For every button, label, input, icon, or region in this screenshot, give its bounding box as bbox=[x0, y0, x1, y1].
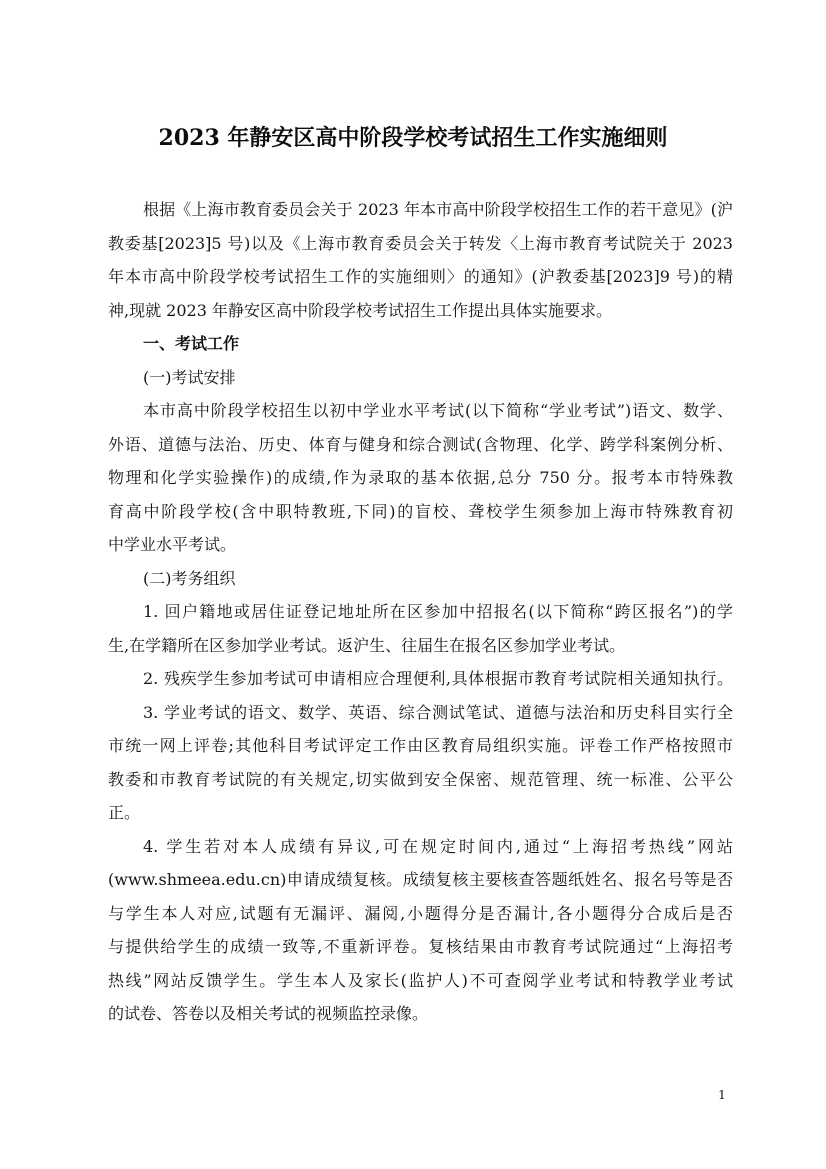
section-heading: (二)考务组织 bbox=[143, 568, 236, 588]
page-number: 1 bbox=[718, 1087, 726, 1102]
paragraph-line: 市统一网上评卷;其他科目考试评定工作由区教育局组织实施。评卷工作严格按照市 bbox=[108, 736, 733, 755]
paragraph-line: 正。 bbox=[108, 803, 141, 822]
section-heading: 一、考试工作 bbox=[143, 334, 240, 353]
section-heading: (一)考试安排 bbox=[143, 367, 236, 387]
paragraph-line: 的试卷、答卷以及相关考试的视频监控录像。 bbox=[108, 1004, 429, 1023]
paragraph-line: 根据《上海市教育委员会关于 2023 年本市高中阶段学校招生工作的若干意见》(沪 bbox=[143, 200, 733, 219]
paragraph-line: 本市高中阶段学校招生以初中学业水平考试(以下简称“学业考试”)语文、数学、 bbox=[143, 401, 733, 420]
paragraph-line: 与学生本人对应,试题有无漏评、漏阅,小题得分是否漏计,各小题得分合成后是否 bbox=[108, 903, 733, 923]
paragraph-line: 物理和化学实验操作)的成绩,作为录取的基本依据,总分 750 分。报考本市特殊教 bbox=[108, 468, 733, 487]
paragraph-line: 与提供给学生的成绩一致等,不重新评卷。复核结果由市教育考试院通过“上海招考 bbox=[108, 937, 733, 956]
document-body bbox=[108, 193, 733, 1031]
paragraph-line: 神,现就 2023 年静安区高中阶段学校考试招生工作提出具体实施要求。 bbox=[108, 300, 612, 320]
paragraph-line: 外语、道德与法治、历史、体育与健身和综合测试(含物理、化学、跨学科案例分析、 bbox=[108, 434, 733, 454]
paragraph-line: 中学业水平考试。 bbox=[108, 535, 237, 554]
paragraph-line: 生,在学籍所在区参加学业考试。返沪生、往届生在报名区参加学业考试。 bbox=[108, 635, 626, 655]
paragraph-line: 教委基[2023]5 号)以及《上海市教育委员会关于转发〈上海市教育考试院关于 2023 bbox=[108, 233, 733, 253]
paragraph-line: 4. 学生若对本人成绩有异议,可在规定时间内,通过“上海招考热线”网站 bbox=[143, 836, 733, 856]
paragraph-line: 教委和市教育考试院的有关规定,切实做到安全保密、规范管理、统一标准、公平公 bbox=[108, 769, 733, 789]
paragraph-line: 3. 学业考试的语文、数学、英语、综合测试笔试、道德与法治和历史科目实行全 bbox=[143, 702, 733, 722]
document-title: 2023 年静安区高中阶段学校考试招生工作实施细则 bbox=[158, 125, 668, 151]
paragraph-line: 热线”网站反馈学生。学生本人及家长(监护人)不可查阅学业考试和特教学业考试 bbox=[108, 970, 733, 990]
paragraph-line: 年本市高中阶段学校考试招生工作的实施细则〉的通知》(沪教委基[2023]9 号)的精 bbox=[108, 267, 733, 286]
paragraph-line: (www.shmeea.edu.cn)申请成绩复核。成绩复核主要核查答题纸姓名、报名号等是否 bbox=[108, 870, 733, 889]
paragraph-line: 1. 回户籍地或居住证登记地址所在区参加中招报名(以下简称“跨区报名”)的学 bbox=[143, 602, 733, 621]
paragraph-line: 2. 残疾学生参加考试可申请相应合理便利,具体根据市教育考试院相关通知执行。 bbox=[143, 669, 733, 688]
paragraph-line: 育高中阶段学校(含中职特教班,下同)的盲校、聋校学生须参加上海市特殊教育初 bbox=[108, 501, 733, 521]
